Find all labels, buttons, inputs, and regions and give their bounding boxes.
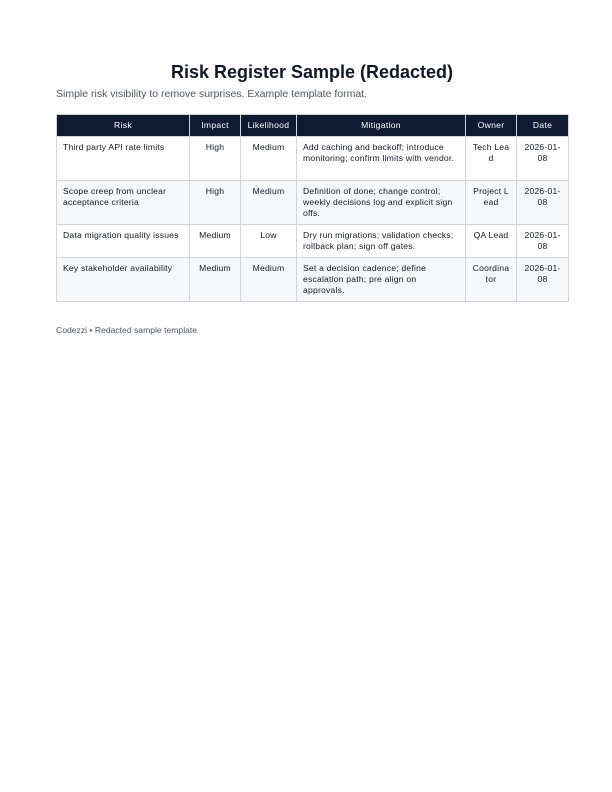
column-header-impact: Impact [190, 115, 241, 137]
likelihood-cell: Medium [241, 137, 297, 181]
page-title: Risk Register Sample (Redacted) [170, 62, 454, 82]
impact-cell: High [190, 137, 241, 181]
owner-cell: QA Lead [466, 225, 517, 258]
column-header-risk: Risk [57, 115, 190, 137]
impact-cell: Medium [190, 225, 241, 258]
date-cell: 2026-01-08 [517, 181, 569, 225]
date-cell: 2026-01-08 [517, 225, 569, 258]
mitigation-cell: Set a decision cadence; define escalation path; pre align on approvals. [297, 258, 466, 302]
column-header-date: Date [517, 115, 569, 137]
risk-cell: Data migration quality issues [57, 225, 190, 258]
page-subtitle: Simple risk visibility to remove surprises. Example template format. [56, 88, 368, 100]
mitigation-cell: Definition of done; change control; weekly decisions log and explicit sign offs. [297, 181, 466, 225]
column-header-mitigation: Mitigation [297, 115, 466, 137]
risk-register-table [56, 114, 569, 302]
table-row [57, 181, 569, 225]
table-row [57, 137, 569, 181]
impact-cell: High [190, 181, 241, 225]
likelihood-cell: Medium [241, 258, 297, 302]
risk-cell: Third party API rate limits [57, 137, 190, 181]
likelihood-cell: Low [241, 225, 297, 258]
date-cell: 2026-01-08 [517, 258, 569, 302]
table-row [57, 225, 569, 258]
impact-cell: Medium [190, 258, 241, 302]
owner-cell: Coordinator [466, 258, 517, 302]
table-header-row [57, 115, 569, 137]
date-cell: 2026-01-08 [517, 137, 569, 181]
page-footer: Codezzi • Redacted sample template [56, 325, 198, 335]
table-row [57, 258, 569, 302]
risk-cell: Key stakeholder availability [57, 258, 190, 302]
mitigation-cell: Add caching and backoff; introduce monitoring; confirm limits with vendor. [297, 137, 466, 181]
mitigation-cell: Dry run migrations; validation checks; rollback plan; sign off gates. [297, 225, 466, 258]
column-header-likelihood: Likelihood [241, 115, 297, 137]
owner-cell: Tech Lead [466, 137, 517, 181]
column-header-owner: Owner [466, 115, 517, 137]
owner-cell: Project Lead [466, 181, 517, 225]
risk-cell: Scope creep from unclear acceptance criteria [57, 181, 190, 225]
likelihood-cell: Medium [241, 181, 297, 225]
